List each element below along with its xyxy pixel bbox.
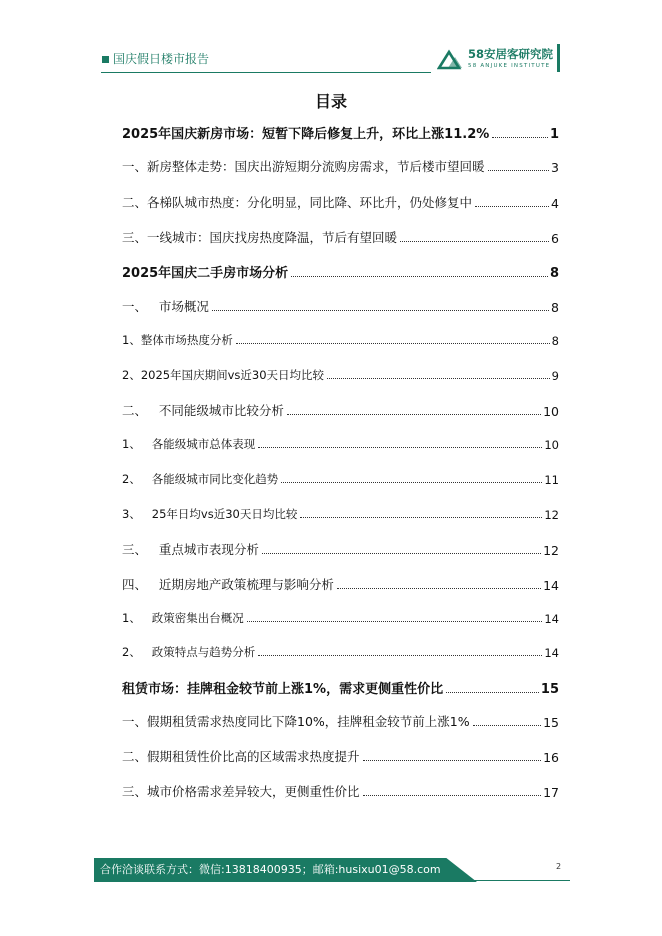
toc-leader	[300, 517, 542, 518]
toc-entry-text: 2025年国庆二手房市场分析	[122, 266, 289, 281]
toc-entry-page: 14	[544, 612, 559, 626]
toc-leader	[258, 447, 542, 448]
toc-entry-text: 一、 市场概况	[122, 299, 209, 314]
toc-entry-text: 租赁市场：挂牌租金较节前上涨1%，需求更侧重性价比	[122, 682, 444, 697]
toc-entry[interactable]	[122, 262, 559, 281]
toc-entry[interactable]	[122, 157, 559, 175]
toc-entry-text: 三、一线城市：国庆找房热度降温，节后有望回暖	[122, 230, 398, 245]
toc-entry-page: 8	[551, 334, 559, 348]
logo-name: 58安居客研究院	[468, 47, 554, 61]
toc-entry[interactable]	[122, 712, 559, 730]
toc-entry[interactable]	[122, 782, 559, 800]
logo-subtitle: 58 ANJUKE INSTITUTE	[468, 63, 551, 69]
footer-contact: 合作洽谈联系方式：微信:13818400935；邮箱:husixu01@58.com	[100, 863, 441, 876]
toc-entry-text: 二、假期租赁性价比高的区域需求热度提升	[122, 749, 360, 764]
toc-entry[interactable]	[122, 123, 559, 142]
toc-entry-page: 16	[543, 750, 559, 765]
toc-leader	[473, 725, 541, 726]
toc-leader	[291, 276, 548, 277]
toc-entry-page: 4	[551, 196, 559, 211]
toc-entry-text: 1、 各能级城市总体表现	[122, 437, 256, 451]
toc-entry-text: 1、 政策密集出台概况	[122, 611, 244, 625]
toc-entry-page: 17	[543, 785, 559, 800]
toc-leader	[327, 378, 550, 379]
toc-entry-text: 2、 政策特点与趋势分析	[122, 645, 256, 659]
toc-entry-page: 15	[543, 715, 559, 730]
toc-entry-page: 10	[543, 404, 559, 419]
toc-entry-page: 15	[540, 682, 559, 697]
toc-entry-text: 一、新房整体走势：国庆出游短期分流购房需求，节后楼市望回暖	[122, 159, 485, 174]
header-marker	[102, 56, 109, 63]
toc-leader	[262, 553, 541, 554]
toc-entry-page: 3	[551, 160, 559, 175]
footer-rule	[94, 880, 570, 881]
toc-leader	[446, 692, 539, 693]
toc-entry-page: 6	[551, 231, 559, 246]
toc-entry-text: 1、整体市场热度分析	[122, 333, 233, 347]
toc-entry[interactable]	[122, 471, 559, 487]
header-rule	[101, 72, 431, 73]
toc-leader	[488, 170, 550, 171]
toc-leader	[258, 655, 542, 656]
toc-entry[interactable]	[122, 610, 559, 626]
toc-entry-text: 三、 重点城市表现分析	[122, 542, 259, 557]
toc-entry[interactable]	[122, 506, 559, 522]
toc-entry-text: 2、2025年国庆期间vs近30天日均比较	[122, 368, 325, 382]
toc-entry[interactable]	[122, 678, 559, 697]
toc-entry[interactable]	[122, 747, 559, 765]
toc-leader	[287, 414, 541, 415]
toc-entry[interactable]	[122, 297, 559, 315]
toc-entry[interactable]	[122, 575, 559, 593]
toc-entry-page: 1	[549, 127, 559, 142]
toc-entry[interactable]	[122, 367, 559, 383]
toc-leader	[475, 206, 549, 207]
toc-entry-page: 12	[543, 543, 559, 558]
toc-leader	[337, 588, 541, 589]
toc-entry[interactable]	[122, 540, 559, 558]
header-accent-bar	[557, 44, 560, 72]
toc-leader	[247, 621, 543, 622]
toc-entry-page: 14	[544, 646, 559, 660]
toc-entry-text: 2、 各能级城市同比变化趋势	[122, 472, 279, 486]
toc-entry-text: 三、城市价格需求差异较大，更侧重性价比	[122, 784, 360, 799]
toc-entry[interactable]	[122, 644, 559, 660]
toc-entry[interactable]	[122, 436, 559, 452]
toc-entry-text: 2025年国庆新房市场：短暂下降后修复上升，环比上涨11.2%	[122, 127, 490, 142]
toc-leader	[212, 310, 549, 311]
report-title: 国庆假日楼市报告	[113, 52, 210, 66]
toc-entry-page: 12	[544, 508, 559, 522]
toc-entry[interactable]	[122, 228, 559, 246]
toc-entry-text: 四、 近期房地产政策梳理与影响分析	[122, 577, 334, 592]
toc-leader	[400, 241, 549, 242]
toc-entry-text: 二、 不同能级城市比较分析	[122, 403, 284, 418]
page-number: 2	[556, 862, 562, 871]
toc-entry[interactable]	[122, 332, 559, 348]
toc-entry[interactable]	[122, 193, 559, 211]
toc-entry-page: 8	[551, 300, 559, 315]
toc-entry-page: 9	[551, 369, 559, 383]
toc-title: 目录	[314, 92, 347, 111]
toc-entry-text: 3、 25年日均vs近30天日均比较	[122, 507, 298, 521]
toc-entry-page: 14	[543, 578, 559, 593]
toc-leader	[236, 343, 550, 344]
toc-entry-text: 一、假期租赁需求热度同比下降10%，挂牌租金较节前上涨1%	[122, 714, 470, 729]
toc-entry[interactable]	[122, 401, 559, 419]
toc-leader	[363, 795, 542, 796]
toc-entry-page: 8	[549, 266, 559, 281]
toc-entry-page: 11	[544, 473, 559, 487]
toc-entry-page: 10	[544, 438, 559, 452]
toc-leader	[281, 482, 542, 483]
toc-leader	[363, 760, 542, 761]
toc-leader	[492, 137, 548, 138]
toc-entry-text: 二、各梯队城市热度：分化明显，同比降、环比升，仍处修复中	[122, 195, 473, 210]
